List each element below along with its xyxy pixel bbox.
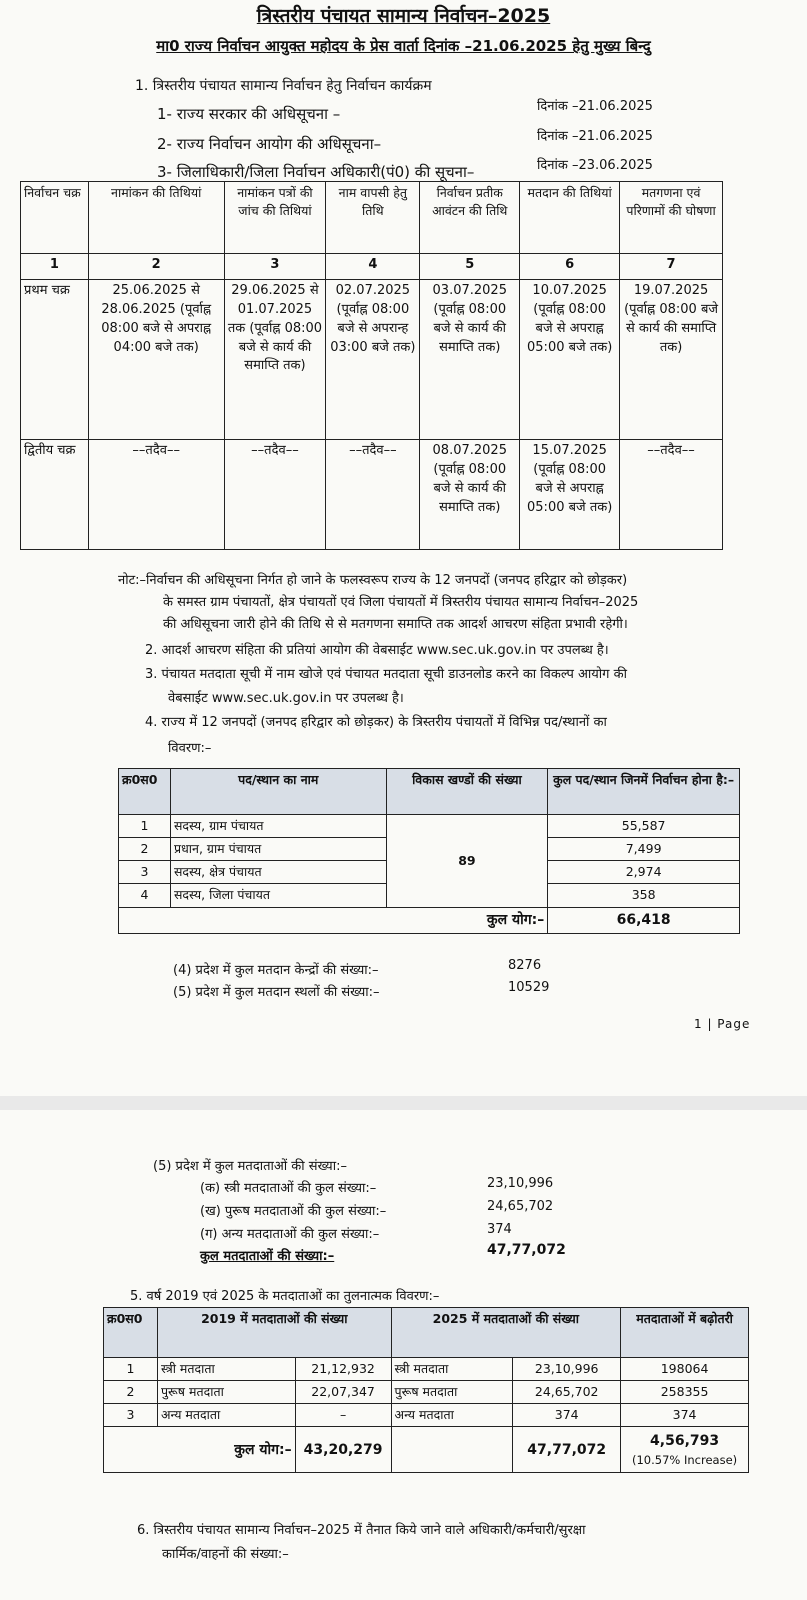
voter-comparison-table (103, 1307, 749, 1473)
voters-value: 23,10,996 (487, 1176, 554, 1191)
voters-total-value: 47,77,072 (487, 1242, 566, 1258)
cell-value-2025: 23,10,996 (513, 1358, 621, 1381)
cell-phase: प्रथम चक्र (21, 280, 89, 440)
total-increase-cell (621, 1427, 749, 1473)
cell-count: 7,499 (548, 838, 740, 861)
header-cell: 2025 में मतदाताओं की संख्या (391, 1308, 621, 1358)
note-line: की अधिसूचना जारी होने की तिथि से से मतगणना समाप्ति तक आदर्श आचरण संहिता प्रभावी रहेगी। (163, 617, 628, 632)
item3-line: वेबसाईट www.sec.uk.gov.in पर उपलब्ध है। (168, 691, 404, 706)
cell-label-2019: पुरूष मतदाता (157, 1381, 295, 1404)
cell-sno: 1 (104, 1358, 158, 1381)
table-row (104, 1381, 749, 1404)
table-row (104, 1404, 749, 1427)
header-cell: विकास खण्डों की संख्या (386, 769, 548, 815)
item1-row-label: 3- जिलाधिकारी/जिला निर्वाचन अधिकारी(पं0) की सूचना– (157, 163, 475, 181)
column-number: 5 (420, 254, 520, 280)
total-label: कुल योग:– (119, 907, 548, 933)
total-row (119, 907, 740, 933)
cell-sno: 2 (119, 838, 171, 861)
header-cell: मतदाताओं में बढ़ोतरी (621, 1308, 749, 1358)
cell-value-2025: 374 (513, 1404, 621, 1427)
item1-row-label: 1- राज्य सरकार की अधिसूचना – (157, 105, 341, 123)
cell-label-2025: स्त्री मतदाता (391, 1358, 513, 1381)
cell-sno: 2 (104, 1381, 158, 1404)
note-line: नोट:–निर्वाचन की अधिसूचना निर्गत हो जाने के फलस्वरूप राज्य के 12 जनपदों (जनपद हरिद्वार को छोड़कर) (118, 573, 628, 588)
column-number: 6 (520, 254, 620, 280)
column-number: 7 (620, 254, 723, 280)
cell-sno: 3 (104, 1404, 158, 1427)
item1-heading: 1. त्रिस्तरीय पंचायत सामान्य निर्वाचन हेतु निर्वाचन कार्यक्रम (135, 78, 432, 94)
item6-line: 6. त्रिस्तरीय पंचायत सामान्य निर्वाचन–2025 में तैनात किये जाने वाले अधिकारी/कर्मचारी/सुरक्षा (137, 1523, 586, 1538)
cell-value-2019: 21,12,932 (295, 1358, 391, 1381)
cell-post-name: सदस्य, जिला पंचायत (170, 884, 386, 907)
voters-heading: (5) प्रदेश में कुल मतदाताओं की संख्या:– (153, 1159, 347, 1174)
header-cell: पद/स्थान का नाम (170, 769, 386, 815)
voters-label: (ग) अन्य मतदाताओं की कुल संख्या:– (200, 1227, 380, 1242)
voters-value: 24,65,702 (487, 1199, 554, 1214)
column-number-row (21, 254, 723, 280)
header-cell: कुल पद/स्थान जिनमें निर्वाचन होना है:– (548, 769, 740, 815)
cell-count: 2,974 (548, 861, 740, 884)
cell-sno: 4 (119, 884, 171, 907)
item5-heading: 5. वर्ष 2019 एवं 2025 के मतदाताओं का तुलनात्मक विवरण:– (130, 1289, 440, 1304)
header-cell: नामांकन की तिथियां (88, 182, 224, 254)
cell-nomination: ––तदैव–– (88, 440, 224, 550)
table-row (119, 815, 740, 838)
cell-counting: ––तदैव–– (620, 440, 723, 550)
column-number: 2 (88, 254, 224, 280)
table-row (21, 280, 723, 440)
cell-post-name: सदस्य, ग्राम पंचायत (170, 815, 386, 838)
total-label: कुल योग:– (104, 1427, 296, 1473)
cell-withdrawal: 02.07.2025 (पूर्वाह्न 08:00 बजे से अपरान्ह 03:00 बजे तक) (326, 280, 420, 440)
document-page-2 (0, 1110, 807, 1600)
note-line: के समस्त ग्राम पंचायतों, क्षेत्र पंचायतों एवं जिला पंचायतों में त्रिस्तरीय पंचायत सामान्य निर्वाचन–2025 (163, 595, 639, 610)
column-number: 4 (326, 254, 420, 280)
header-cell: नाम वापसी हेतु तिथि (326, 182, 420, 254)
cell-post-name: सदस्य, क्षेत्र पंचायत (170, 861, 386, 884)
header-cell: नामांकन पत्रों की जांच की तिथियां (224, 182, 326, 254)
item3-line: 3. पंचायत मतदाता सूची में नाम खोजे एवं पंचायत मतदाता सूची डाउनलोड करने का विकल्प आयोग की (145, 667, 627, 682)
header-cell: क्र0स0 (104, 1308, 158, 1358)
total-2019: 43,20,279 (295, 1427, 391, 1473)
document-subtitle: मा0 राज्य निर्वाचन आयुक्त महोदय के प्रेस वार्ता दिनांक –21.06.2025 हेतु मुख्य बिन्दु (156, 37, 651, 55)
cell-increase: 258355 (621, 1381, 749, 1404)
cell-sno: 3 (119, 861, 171, 884)
cell-scrutiny: ––तदैव–– (224, 440, 326, 550)
total-value: 66,418 (548, 907, 740, 933)
table-header-row (104, 1308, 749, 1358)
total-increase-percent: (10.57% Increase) (632, 1452, 738, 1467)
cell-count: 358 (548, 884, 740, 907)
voters-value: 374 (487, 1222, 512, 1237)
cell-phase: द्वितीय चक्र (21, 440, 89, 550)
table-header-row (119, 769, 740, 815)
header-cell: क्र0स0 (119, 769, 171, 815)
item6-line: कार्मिक/वाहनों की संख्या:– (162, 1547, 289, 1562)
polling-value: 8276 (508, 958, 542, 973)
cell-value-2019: 22,07,347 (295, 1381, 391, 1404)
header-cell: निर्वाचन चक्र (21, 182, 89, 254)
cell-symbol: 08.07.2025 (पूर्वाह्न 08:00 बजे से कार्य की समाप्ति तक) (420, 440, 520, 550)
total-increase: 4,56,793 (650, 1433, 720, 1450)
cell-value-2025: 24,65,702 (513, 1381, 621, 1404)
total-row (104, 1427, 749, 1473)
cell-sno: 1 (119, 815, 171, 838)
cell-blocks: 89 (386, 815, 548, 908)
cell-nomination: 25.06.2025 से 28.06.2025 (पूर्वाह्न 08:00 बजे से अपराह्न 04:00 बजे तक) (88, 280, 224, 440)
column-number: 3 (224, 254, 326, 280)
column-number: 1 (21, 254, 89, 280)
page-number: 1 | Page (694, 1017, 751, 1031)
cell-counting: 19.07.2025 (पूर्वाह्न 08:00 बजे से कार्य की समाप्ति तक) (620, 280, 723, 440)
header-cell: मतदान की तिथियां (520, 182, 620, 254)
cell-count: 55,587 (548, 815, 740, 838)
cell-increase: 198064 (621, 1358, 749, 1381)
header-cell: निर्वाचन प्रतीक आवंटन की तिथि (420, 182, 520, 254)
cell-label-2025: पुरूष मतदाता (391, 1381, 513, 1404)
polling-value: 10529 (508, 980, 550, 995)
election-schedule-table (20, 181, 723, 550)
cell-polling: 15.07.2025 (पूर्वाह्न 08:00 बजे से अपराह्न 05:00 बजे तक) (520, 440, 620, 550)
header-cell: मतगणना एवं परिणामों की घोषणा (620, 182, 723, 254)
item1-row-label: 2- राज्य निर्वाचन आयोग की अधिसूचना– (157, 135, 382, 153)
item1-row-date: दिनांक –23.06.2025 (537, 158, 653, 173)
document-title: त्रिस्तरीय पंचायत सामान्य निर्वाचन–2025 (256, 5, 551, 27)
voters-label: (क) स्त्री मतदाताओं की कुल संख्या:– (200, 1181, 377, 1196)
cell-post-name: प्रधान, ग्राम पंचायत (170, 838, 386, 861)
cell-value-2019: – (295, 1404, 391, 1427)
cell-increase: 374 (621, 1404, 749, 1427)
cell-polling: 10.07.2025 (पूर्वाह्न 08:00 बजे से अपराह्न 05:00 बजे तक) (520, 280, 620, 440)
item2-text: 2. आदर्श आचरण संहिता की प्रतियां आयोग की वेबसाईट www.sec.uk.gov.in पर उपलब्ध है। (145, 643, 609, 658)
item4-line: 4. राज्य में 12 जनपदों (जनपद हरिद्वार को छोड़कर) के त्रिस्तरीय पंचायतों में विभिन्न पद/स्थानों का (145, 715, 607, 730)
header-cell: 2019 में मतदाताओं की संख्या (157, 1308, 391, 1358)
cell-scrutiny: 29.06.2025 से 01.07.2025 तक (पूर्वाह्न 08:00 बजे से कार्य की समाप्ति तक) (224, 280, 326, 440)
table-header-row (21, 182, 723, 254)
cell-label-2019: अन्य मतदाता (157, 1404, 295, 1427)
item4-line: विवरण:– (168, 741, 212, 756)
polling-label: (5) प्रदेश में कुल मतदान स्थलों की संख्या:– (173, 985, 380, 1000)
voters-label: (ख) पुरूष मतदाताओं की कुल संख्या:– (200, 1204, 387, 1219)
polling-label: (4) प्रदेश में कुल मतदान केन्द्रों की संख्या:– (173, 963, 379, 978)
cell-withdrawal: ––तदैव–– (326, 440, 420, 550)
table-row (21, 440, 723, 550)
item1-row-date: दिनांक –21.06.2025 (537, 99, 653, 114)
cell-symbol: 03.07.2025 (पूर्वाह्न 08:00 बजे से कार्य की समाप्ति तक) (420, 280, 520, 440)
cell-label-2019: स्त्री मतदाता (157, 1358, 295, 1381)
total-2025: 47,77,072 (513, 1427, 621, 1473)
table-row (104, 1358, 749, 1381)
posts-table (118, 768, 740, 934)
item1-row-date: दिनांक –21.06.2025 (537, 129, 653, 144)
voters-total-label: कुल मतदाताओं की संख्या:– (200, 1249, 335, 1264)
cell-label-2025: अन्य मतदाता (391, 1404, 513, 1427)
